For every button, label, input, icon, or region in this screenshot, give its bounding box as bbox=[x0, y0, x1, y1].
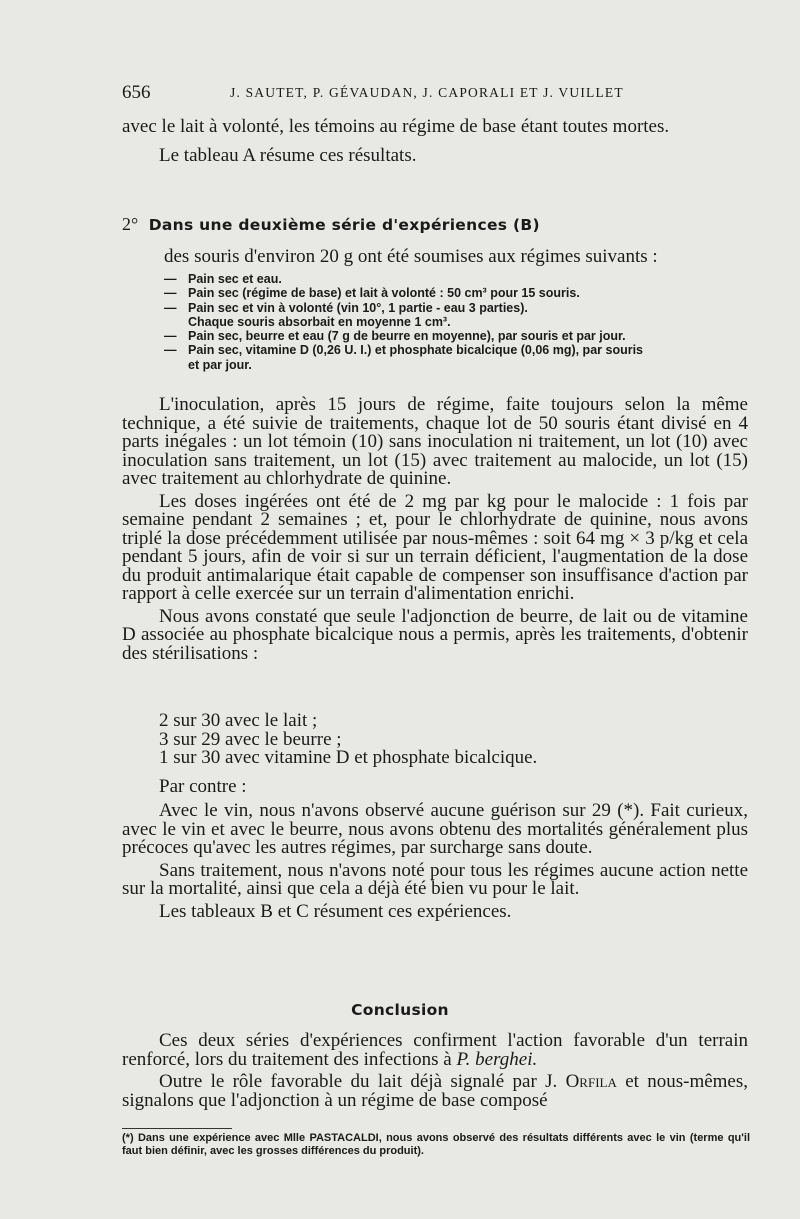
result-item: 3 sur 29 avec le beurre ; bbox=[159, 728, 342, 750]
conclusion-title: Conclusion bbox=[351, 1001, 449, 1019]
list-intro: des souris d'environ 20 g ont été soumises aux régimes suivants : bbox=[164, 246, 658, 267]
list-dash: — bbox=[164, 329, 177, 344]
list-item bbox=[164, 272, 750, 286]
list-item bbox=[164, 343, 750, 357]
list-item bbox=[164, 329, 750, 343]
list-item bbox=[164, 286, 750, 300]
list-item-text: Pain sec et eau. bbox=[188, 272, 282, 286]
list-dash: — bbox=[164, 286, 177, 301]
conclusion-p1-text: Ces deux séries d'expériences confirment l'action favorable d'un terrain renforcé, lors du traitement des infections à bbox=[122, 1030, 748, 1070]
list-item-text: Pain sec (régime de base) et lait à volonté : 50 cm³ pour 15 souris. bbox=[188, 286, 580, 301]
section-title: Dans une deuxième série d'expériences (B) bbox=[148, 216, 540, 234]
conclusion-heading bbox=[0, 1001, 800, 1020]
conclusion-paragraph-1 bbox=[122, 1032, 748, 1069]
list-item-continuation: Chaque souris absorbait en moyenne 1 cm³. bbox=[188, 314, 451, 329]
footnote-rule bbox=[122, 1128, 232, 1129]
list-item-text: Pain sec et vin à volonté (vin 10°, 1 partie - eau 3 parties). bbox=[188, 300, 528, 315]
conclusion-paragraph-2 bbox=[122, 1073, 748, 1110]
list-item-text: Pain sec, beurre et eau (7 g de beurre en moyenne), par souris et par jour. bbox=[188, 329, 626, 344]
tableaux-paragraph: Les tableaux B et C résument ces expériences. bbox=[159, 900, 512, 922]
inoculation-paragraph: L'inoculation, après 15 jours de régime, faite toujours selon la même technique, a été suivie de traitements, chaque lot de 50 souris étant divisé en 4 parts inégales : un lot témoin (10) sans inoculation ni traitement, un lot (10) avec inoculation sans traitement, un lot (15) avec traitement au malocide, un lot (15) avec traitement au chlorhydrate de quinine. bbox=[122, 394, 748, 489]
author-name: Orfila bbox=[565, 1071, 617, 1092]
doses-paragraph: Les doses ingérées ont été de 2 mg par kg pour le malocide : 1 fois par semaine pendant 2 semaines ; et, pour le chlorhydrate de quinine, nous avons triplé la dose précédemment utilisée par nous-mêmes : soit 64 mg × 3 p/kg et cela pendant 5 jours, afin de voir si sur un terrain déficient, l'augmentation de la dose du produit antimalarique était capable de compenser son insuffisance d'action par rapport à celle exercée sur un terrain d'alimentation enrichi. bbox=[122, 490, 748, 604]
conclusion-p2-text: Outre le rôle favorable du lait déjà signalé par J. bbox=[159, 1071, 558, 1092]
list-item bbox=[164, 301, 750, 315]
footnote: (*) Dans une expérience avec Mlle PASTACALDI, nous avons observé des résultats différents avec le vin (terme qu'il faut bien définir, avec les grosses différences du produit). bbox=[122, 1132, 750, 1157]
page-number: 656 bbox=[122, 82, 151, 103]
tableau-a-paragraph: Le tableau A résume ces résultats. bbox=[159, 144, 417, 166]
list-dash: — bbox=[164, 300, 177, 315]
list-item-continuation: et par jour. bbox=[188, 357, 252, 372]
constate-paragraph: Nous avons constaté que seule l'adjonction de beurre, de lait ou de vitamine D associée au phosphate bicalcique nous a permis, après les traitements, d'obtenir des stérilisations : bbox=[122, 605, 748, 664]
section-number: 2° bbox=[122, 214, 139, 234]
results-list bbox=[159, 712, 537, 796]
conclusion-text bbox=[122, 1032, 748, 1110]
list-dash: — bbox=[164, 343, 177, 358]
intro-paragraph: avec le lait à volonté, les témoins au régime de base étant toutes mortes. bbox=[122, 116, 670, 137]
sans-traitement-paragraph: Sans traitement, nous n'avons noté pour tous les régimes aucune action nette sur la mortalité, ainsi que cela a déjà été bien vu pour le lait. bbox=[122, 859, 748, 899]
conclusion-p2-text-end: et nous-mêmes, signalons que l'adjonction à un régime de base composé bbox=[122, 1071, 749, 1111]
result-item: 2 sur 30 avec le lait ; bbox=[159, 710, 318, 731]
par-contre: Par contre : bbox=[159, 775, 247, 797]
results-discussion bbox=[122, 802, 748, 921]
main-text bbox=[122, 396, 748, 663]
result-item: 1 sur 30 avec vitamine D et phosphate bicalcique. bbox=[159, 747, 538, 768]
list-item-text: Pain sec, vitamine D (0,26 U. I.) et phosphate bicalcique (0,06 mg), par souris bbox=[188, 343, 643, 358]
page-header bbox=[122, 82, 750, 106]
vin-paragraph: Avec le vin, nous n'avons observé aucune guérison sur 29 (*). Fait curieux, avec le vin et avec le beurre, nous avons obtenu des mortalités généralement plus précoces qu'avec les autres régimes, par surcharge sans doute. bbox=[122, 800, 748, 858]
running-head: J. SAUTET, P. GÉVAUDAN, J. CAPORALI ET J. VUILLET bbox=[230, 85, 624, 100]
intro-block bbox=[122, 118, 748, 165]
regimes-list bbox=[164, 272, 750, 372]
list-dash: — bbox=[164, 272, 177, 286]
section-heading bbox=[122, 214, 540, 235]
species-name: P. berghei. bbox=[456, 1048, 538, 1070]
